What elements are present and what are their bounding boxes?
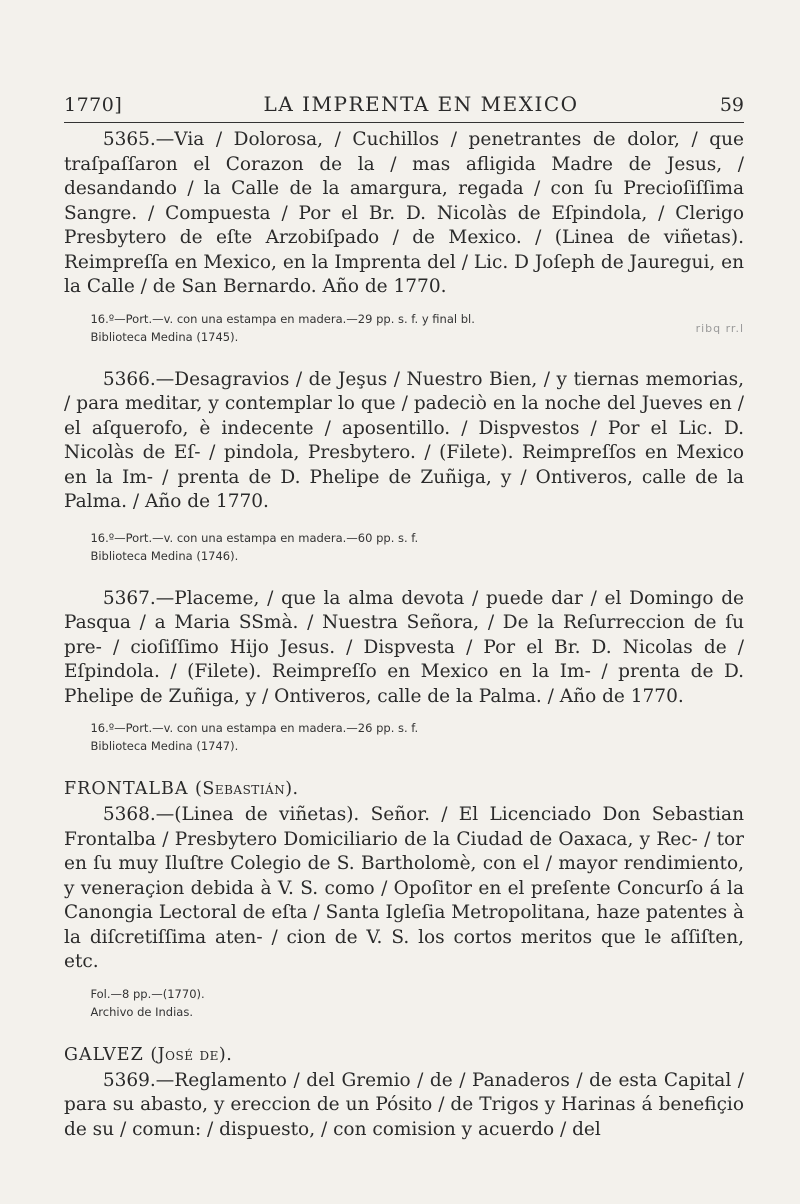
page-body [64, 128, 744, 1164]
entry-text: 5365.—Via / Dolorosa, / Cuchillos / penetrantes de dolor, / que traſpaſſaron el Corazon de la / mas afligida Madre de Jesus, / desandando / la Calle de la amargura, regada / con ſu Precioſiſſima Sangre. / Compuesta / Por el Br. D. Nicolàs de Eſpindola, / Clerigo Presbytero de eſte Arzobiſpado / de Mexico. / (Linea de viñetas). Reimpreſſa en Mexico, en la Imprenta del / Lic. D Joſeph de Jauregui, en la Calle / de San Bernardo. Año de 1770. [64, 129, 744, 297]
entry-text: 5366.—Desagravios / de Jeşus / Nuestro Bien, / y tiernas memorias, / para meditar, y contemplar lo que / padeciò en la noche del Jueves en / el aſquerofo, è indecente / aposentillo. / Dispvestos / Por el Lic. D. Nicolàs de Eſ- / pindola, Presbytero. / (Filete). Reimpreſſos en Mexico en la Im- / prenta de D. Phelipe de Zuñiga, y / Ontiveros, calle de la Palma. / Año de 1770. [64, 368, 744, 512]
running-head [64, 84, 744, 123]
library-stamp: ribq rr.l [695, 321, 744, 335]
author-given-name: (José de). [150, 1044, 233, 1065]
entry-physical-description: Fol.—8 pp.—(1770). [90, 986, 205, 1001]
entry-notes [64, 310, 744, 346]
entry-physical-description: 16.º—Port.—v. con una estampa en madera.—29 pp. s. f. y final bl. [90, 311, 475, 326]
entry-text: 5367.—Placeme, / que la alma devota / puede dar / el Domingo de Pasqua / a Maria SSmà. / Nuestra Señora, / De la Reſurreccion de ſu pre- / cioſiſſimo Hijo Jesus. / Dispvesta / Por el Br. D. Nicolas de / Eſpindola. / (Filete). Reimpreſſo en Mexico en la Im- / prenta de D. Phelipe de Zuñiga, y / Ontiveros, calle de la Palma. / Año de 1770. [64, 587, 744, 707]
entry-text: 5368.—(Linea de viñetas). Señor. / El Licenciado Don Sebastian Frontalba / Presbytero Domiciliario de la Ciudad de Oaxaca, y Rec- / tor en ſu muy Iluſtre Colegio de S. Bartholomè, con el / mayor rendimiento, y veneraçion debida à V. S. como / Opoſitor en el preſente Concurſo á la Canongia Lectoral de eſta / Santa Igleſia Metropolitana, haze patentes à la diſcretiſſima aten- / cion de V. S. los cortos meritos que le aſſiſten, etc. [64, 804, 745, 972]
running-head-title: LA IMPRENTA EN MEXICO [263, 92, 579, 116]
entry-5369 [64, 1069, 744, 1143]
page-number: 59 [719, 94, 744, 116]
entry-physical-description: 16.º—Port.—v. con una estampa en madera.—26 pp. s. f. [90, 721, 419, 735]
entry-location: Biblioteca Medina (1747). [90, 739, 239, 753]
entry-5366 [64, 368, 744, 565]
entry-text: 5369.—Reglamento / del Gremio / de / Panaderos / de esta Capital / para su abasto, y ereccion de un Pósito / de Trigos y Harinas á benefiçio de su / comun: / dispuesto, / con comision y acuerdo / del [64, 1069, 744, 1140]
entry-5367 [64, 587, 744, 756]
entry-location: Biblioteca Medina (1745). [90, 329, 239, 344]
entry-physical-description: 16.º—Port.—v. con una estampa en madera.—60 pp. s. f. [90, 530, 419, 545]
entry-location: Archivo de Indias. [90, 1004, 193, 1019]
entry-5368 [64, 803, 744, 1021]
author-heading-galvez [64, 1045, 744, 1065]
entry-5365 [64, 128, 744, 346]
author-given-name: (Sebastián). [195, 779, 299, 799]
author-surname: GALVEZ [64, 1044, 144, 1065]
entry-location: Biblioteca Medina (1746). [90, 548, 239, 563]
running-head-year: 1770] [64, 94, 123, 116]
author-heading-frontalba [64, 779, 744, 799]
author-surname: FRONTALBA [64, 779, 189, 799]
